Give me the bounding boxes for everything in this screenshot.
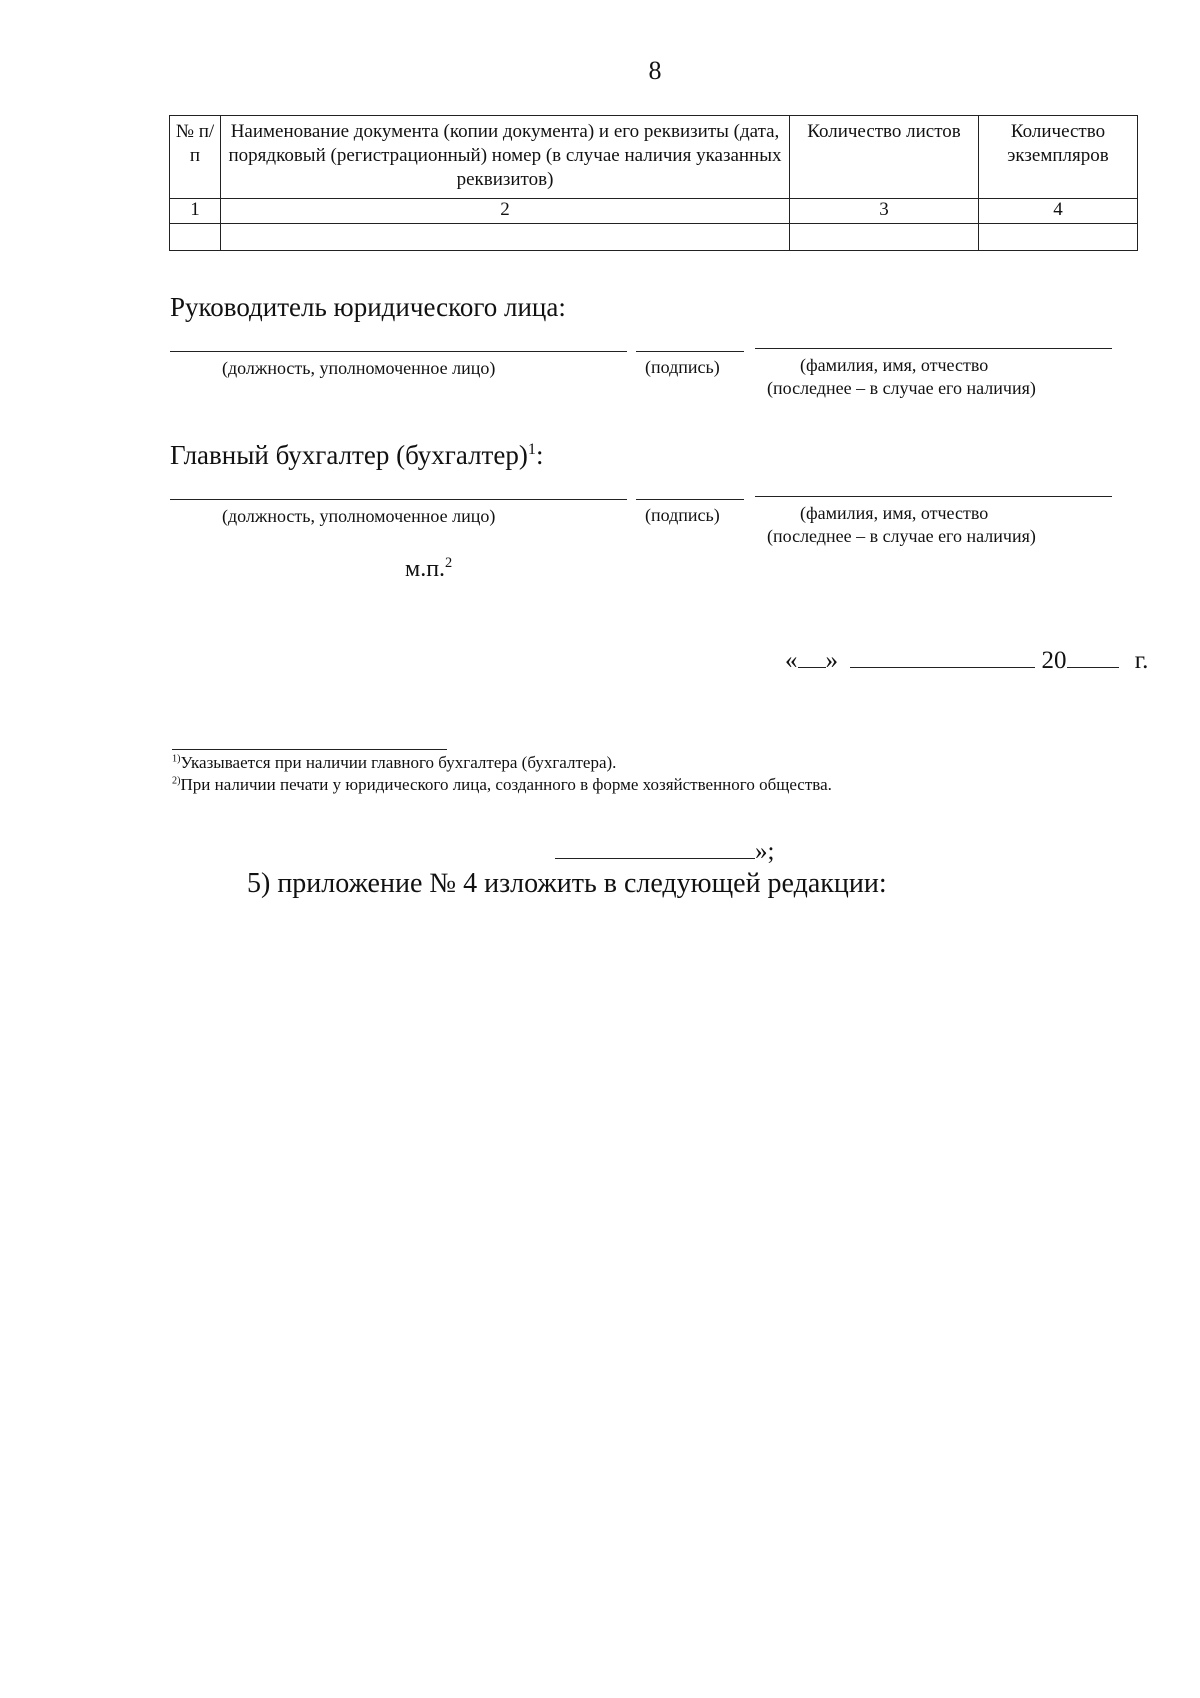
year-suffix: г. [1134,647,1149,674]
date-field: « » 20 г. [785,647,1149,674]
accountant-name-caption-line2: (последнее – в случае его наличия) [767,526,1036,546]
closing-quote: »; [555,836,774,866]
table-cell [979,224,1138,251]
footnote-ref-2: 2 [445,555,453,571]
day-blank [798,645,826,668]
table-cell [790,224,979,251]
accountant-name-line [755,496,1112,497]
accountant-signature-line [636,499,744,500]
head-signature-line [636,351,744,352]
column-number-3: 3 [790,199,979,224]
table-header-row [170,116,1138,199]
table-row [170,224,1138,251]
head-name-caption-line1: (фамилия, имя, отчество [800,355,989,375]
documents-table [169,115,1138,251]
head-position-line [170,351,627,352]
head-signature-title: Руководитель юридического лица: [170,292,566,322]
footnote-separator [172,749,447,750]
closing-blank [555,836,755,859]
header-sheets-count: Количество листов [790,116,979,199]
accountant-position-caption: (должность, уполномоченное лицо) [222,506,496,526]
table-cell [170,224,221,251]
column-number-1: 1 [170,199,221,224]
accountant-signature-caption: (подпись) [645,505,720,525]
table-column-numbers-row [170,199,1138,224]
head-name-line [755,348,1112,349]
month-blank [850,645,1035,668]
head-position-caption: (должность, уполномоченное лицо) [222,358,496,378]
amendment-instruction: 5) приложение № 4 изложить в следующей редакции: [247,868,887,899]
head-signature-caption: (подпись) [645,357,720,377]
footnote-ref-1: 1 [527,440,536,458]
stamp-place: м.п.$^2$ [405,555,453,582]
header-number: № п/п [170,116,221,199]
header-copies-count: Количество экземпляров [979,116,1138,199]
footnote-1: $^{1)}$Указывается при наличии главного бухгалтера (бухгалтера). [172,753,617,772]
accountant-name-caption-line1: (фамилия, имя, отчество [800,503,989,523]
year-blank [1067,645,1119,668]
accountant-signature-title: Главный бухгалтер (бухгалтер)$^1$: [170,440,544,470]
footnote-2: $^{2)}$При наличии печати у юридического лица, созданного в форме хозяйственного общества. [172,775,832,794]
header-document-name: Наименование документа (копии документа) и его реквизиты (дата, порядковый (регистрационный) номер (в случае наличия указанных реквизитов) [221,116,790,199]
table-cell [221,224,790,251]
column-number-4: 4 [979,199,1138,224]
head-name-caption-line2: (последнее – в случае его наличия) [767,378,1036,398]
accountant-position-line [170,499,627,500]
page-number: 8 [648,56,662,85]
column-number-2: 2 [221,199,790,224]
year-prefix: 20 [1041,647,1067,674]
